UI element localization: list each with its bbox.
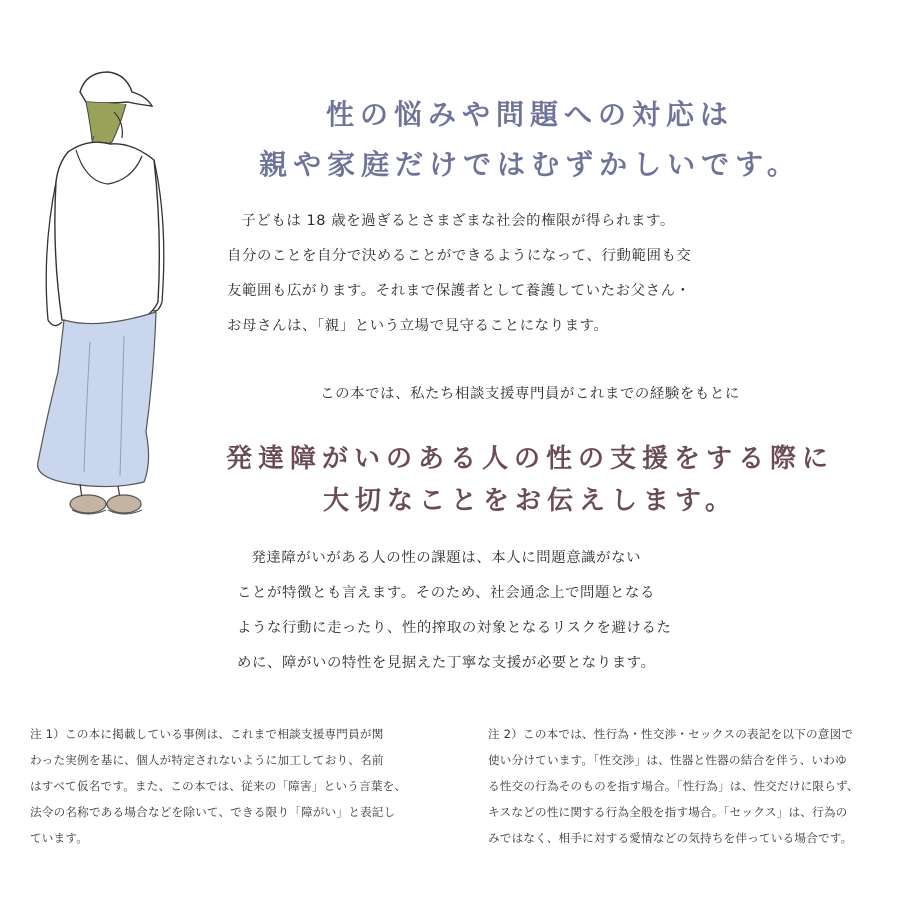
- paragraph-1: [227, 204, 697, 344]
- paragraph-1-line: 子どもは 18 歳を過ぎるとさまざまな社会的権限が得られます。: [241, 213, 675, 229]
- paragraph-2-line: めに、障がいの特性を見据えた丁寧な支援が必要となります。: [237, 655, 656, 671]
- footnote-1: [30, 721, 460, 851]
- footnote-1-line: 法令の名称である場合などを除いて、できる限り「障がい」と表記し: [30, 805, 396, 819]
- footnote-2-line: 使い分けています。「性交渉」は、性器と性器の結合を伴う、いわゆ: [488, 753, 847, 767]
- headline-bottom-line-2: 大切なことをお伝えします。: [323, 486, 737, 516]
- headline-top: [180, 90, 880, 190]
- paragraph-1-line: 自分のことを自分で決めることができるようになって、行動範囲も交: [227, 248, 692, 264]
- footnote-2: [488, 721, 918, 851]
- paragraph-2-line: ような行動に走ったり、性的搾取の対象となるリスクを避けるた: [237, 620, 672, 636]
- paragraph-1-line: お母さんは、「親」という立場で見守ることになります。: [227, 318, 609, 334]
- footnote-1-line: わった実例を基に、個人が特定されないように加工しており、名前: [30, 753, 384, 767]
- paragraph-1-line: 友範囲も広がります。それまで保護者として養護していたお父さん・: [227, 283, 691, 299]
- headline-top-line-1: 性の悩みや問題への対応は: [325, 98, 734, 131]
- footnote-2-line: 注 2）この本では、性行為・性交渉・セックスの表記を以下の意図で: [488, 727, 854, 741]
- paragraph-2-line: ことが特徴とも言えます。そのため、社会通念上で問題となる: [237, 585, 656, 601]
- headline-bottom-line-1: 発達障がいのある人の性の支援をする際に: [225, 444, 834, 474]
- intro-line: この本では、私たち相談支援専門員がこれまでの経験をもとに: [320, 386, 740, 402]
- footnote-1-line: はすべて仮名です。また、この本では、従来の「障害」という言葉を、: [30, 779, 407, 793]
- footnote-2-line: る性交の行為そのものを指す場合。「性行為」は、性交だけに限らず、: [488, 779, 859, 793]
- footnote-1-line: ています。: [30, 831, 89, 845]
- footnote-2-line: キスなどの性に関する行為全般を指す場合。「セックス」は、行為の: [488, 805, 848, 819]
- woman-back-view-illustration-icon: [28, 52, 168, 532]
- footnote-1-line: 注 1）この本に掲載している事例は、これまで相談支援専門員が関: [30, 727, 384, 741]
- paragraph-2: [237, 541, 707, 681]
- headline-top-line-2: 親や家庭だけではむずかしいです。: [259, 148, 801, 181]
- footnote-2-line: みではなく、相手に対する愛情などの気持ちを伴っている場合です。: [488, 831, 853, 845]
- headline-bottom: [180, 438, 880, 522]
- paragraph-2-line: 発達障がいがある人の性の課題は、本人に問題意識がない: [251, 550, 642, 566]
